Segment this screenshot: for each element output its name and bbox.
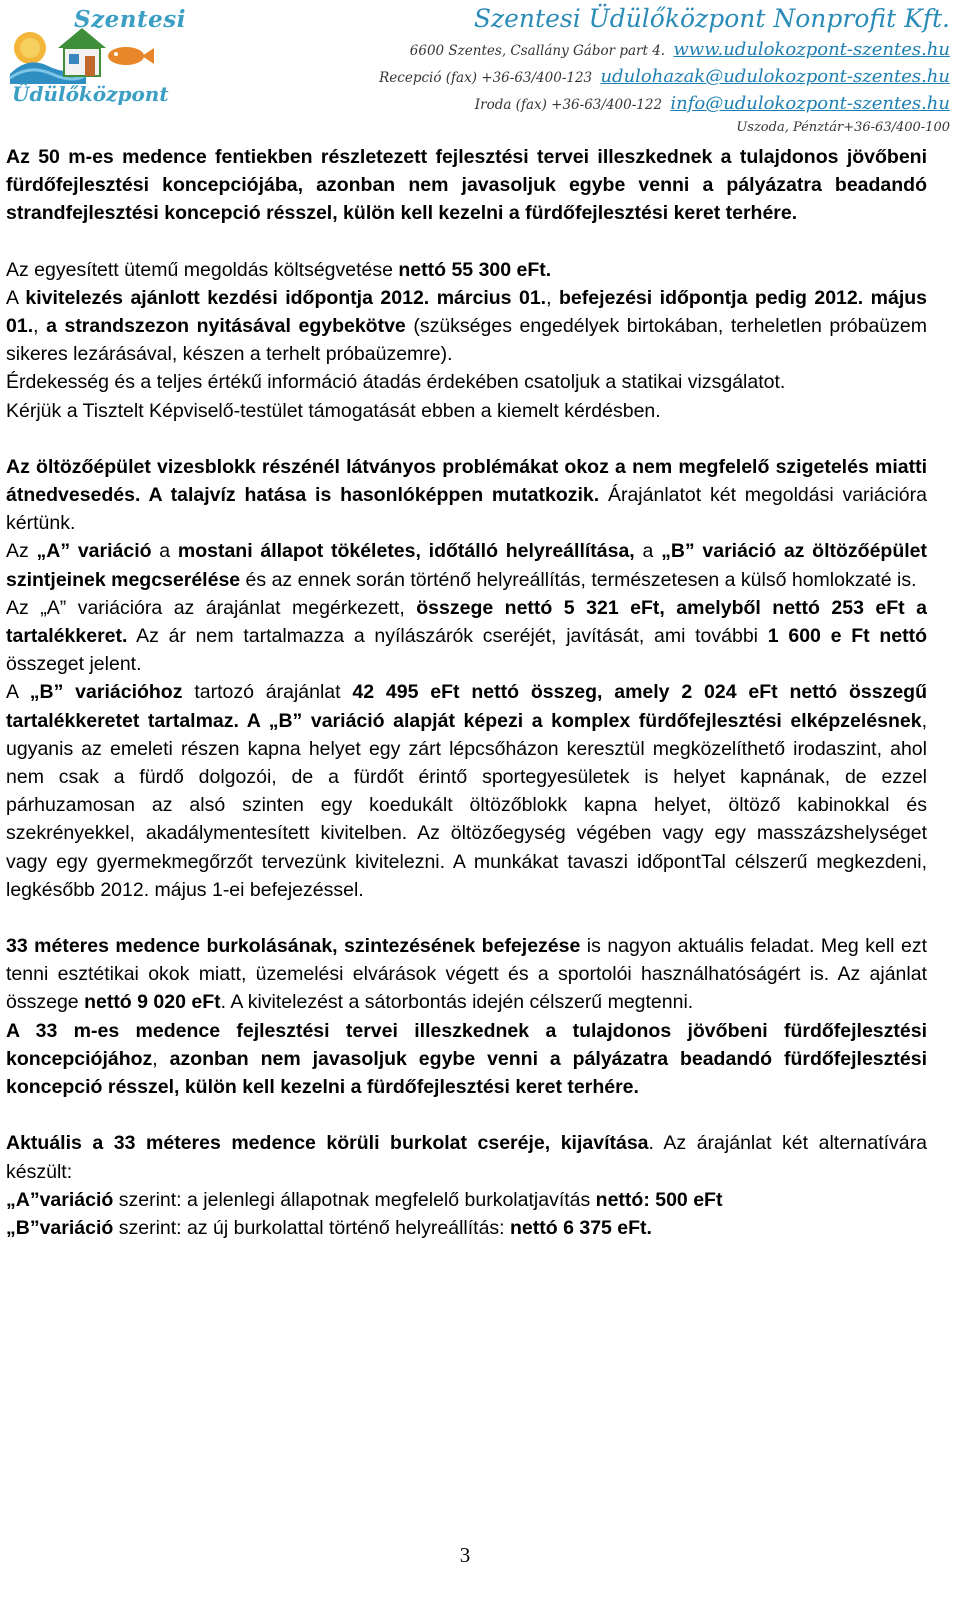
reception-phone: Recepció (fax) +36-63/400-123 (379, 70, 593, 86)
bold-text: nettó 55 300 eFt. (398, 258, 552, 281)
website-link[interactable]: www.udulokozpont-szentes.hu (673, 39, 950, 60)
spacer (6, 904, 927, 932)
pool-phone: Uszoda, Pénztár+36-63/400-100 (736, 120, 950, 135)
list-item-variant-b (6, 1214, 927, 1242)
office-email-link[interactable]: info@udulokozpont-szentes.hu (670, 93, 950, 114)
spacer (6, 425, 927, 453)
logo-text-top: Szentesi (74, 6, 186, 33)
address: 6600 Szentes, Csallány Gábor part 4. (409, 43, 666, 59)
text: . A kivitelezést a sátorbontás idején célszerű megtenni. (220, 991, 694, 1014)
text: Az (6, 540, 37, 563)
text: . Az árajánlat két alternatívára készült: (6, 1132, 927, 1183)
text: Árajánlatot két megoldási variációra kértünk. (6, 484, 927, 535)
letterhead (0, 0, 960, 142)
paragraph-budget (6, 256, 927, 284)
paragraph-33m-pool-plans (6, 1017, 927, 1102)
text: Az „A” variációra az árajánlat megérkezett, (6, 596, 417, 619)
company-contact-block (379, 2, 950, 139)
text: és az ennek során történő helyreállítás, természetesen a külső homlokzaté is. (240, 568, 917, 591)
logo-text-bottom: Üdülőközpont (12, 82, 169, 106)
bold-text: „B” variációhoz (29, 681, 183, 704)
bold-text: nettó 9 020 eFt (84, 991, 221, 1014)
company-name: Szentesi Üdülőközpont Nonprofit Kft. (473, 4, 950, 33)
list-item-variant-a (6, 1186, 927, 1214)
bold-text: nettó 6 375 eFt. (510, 1216, 652, 1239)
text: , (546, 286, 559, 309)
bold-text: 42 495 eFt nettó összeg, amely 2 024 eFt nettó összegű tartalékkeretet tartalmaz. A „B” variáció alapját képezi a komplex fürdőfejlesztési elképzelésnek (6, 681, 927, 732)
address-line (379, 36, 950, 63)
reception-line (379, 63, 950, 90)
text: összeget jelent. (6, 653, 142, 676)
document-body (6, 143, 927, 1242)
bold-text: 33 méteres medence burkolásának, szintezésének befejezése (6, 935, 581, 958)
text: A (6, 286, 26, 309)
bold-text: „B”variáció (6, 1216, 114, 1239)
paragraph-variants (6, 537, 927, 593)
bold-text: kivitelezés ajánlott kezdési időpontja 2012. március 01. (25, 286, 547, 309)
text: is nagyon aktuális feladat. Meg kell ezt tenni esztétikai okok miatt, üzemelési elvárások végett és a sportolói használhatóságért is. Az ajánlat összege (6, 935, 927, 1014)
bold-text: „A”variáció (6, 1188, 114, 1211)
text: szerint: az új burkolattal történő helyreállítás: (113, 1216, 511, 1239)
paragraph-pool-surround (6, 1129, 927, 1185)
bold-text: „A” variáció (36, 540, 152, 563)
bold-text: Aktuális a 33 méteres medence körüli burkolat cseréje, kijavítása (6, 1132, 649, 1155)
bold-text: A 33 m-es medence fejlesztési tervei illeszkednek a tulajdonos jövőbeni fürdőfejlesztési koncepciójához (6, 1019, 927, 1070)
pool-line (379, 117, 950, 139)
bold-text: a strandszezon nyitásával egybekötve (46, 315, 406, 338)
page-number: 3 (459, 1543, 471, 1567)
text: A (6, 681, 30, 704)
paragraph-variant-a-offer (6, 594, 927, 679)
paragraph-static-study: Érdekesség és a teljes értékű információ átadás érdekében csatoljuk a statikai vizsgálatot. (6, 371, 786, 394)
text: , (33, 315, 47, 338)
text: (szükséges engedélyek birtokában, terheletlen próbaüzem sikeres lezárásával, készen a terhelt próbaüzemre). (6, 315, 927, 366)
bold-text: 1 600 e Ft nettó (767, 625, 927, 648)
reception-email-link[interactable]: udulohazak@udulokozpont-szentes.hu (600, 66, 950, 87)
spacer (6, 1101, 927, 1129)
paragraph-support-request: Kérjük a Tisztelt Képviselő-testület támogatását ebben a kiemelt kérdésben. (6, 399, 661, 422)
paragraph-33m-pool-tiling (6, 932, 927, 1017)
bold-text: Az öltözőépület vizesblokk részénél látványos problémákat okoz a nem megfelelő szigetelés miatti átnedvesedés. A talajvíz hatása is hasonlóképpen mutatkozik. (6, 455, 927, 507)
bold-text: befejezési időpontja pedig 2012. május 01. (6, 286, 927, 338)
bold-text: „B” variáció az öltözőépület szintjeinek megcserélése (6, 540, 927, 591)
bold-text: összege nettó 5 321 eFt, amelyből nettó 253 eFt a tartalékkeret. (6, 596, 927, 648)
paragraph-schedule (6, 284, 927, 369)
paragraph-variant-b-offer (6, 678, 927, 904)
bold-text: Az 50 m-es medence fentiekben részletezett fejlesztési tervei illeszkednek a tulajdonos jövőbeni fürdőfejlesztési koncepciójába, azonban nem javasoljuk egybe venni a pályázatra beadandó strandfejlesztési koncepció résszel, külön kell kezelni a fürdőfejlesztési keret terhére. (6, 146, 927, 225)
office-line (379, 90, 950, 117)
bold-text: nettó: 500 eFt (595, 1188, 723, 1211)
bold-text: mostani állapot tökéletes, időtálló helyreállítása, (177, 540, 635, 563)
text: szerint: a jelenlegi állapotnak megfelelő burkolatjavítás (113, 1188, 596, 1211)
text: Az egyesített ütemű megoldás költségvetése (6, 258, 399, 281)
paragraph-50m-pool (6, 143, 927, 228)
text: a (634, 540, 662, 563)
text: a (151, 540, 178, 563)
text: , ugyanis az emeleti részen kapna helyet egy zárt lépcsőházon keresztül megközelíthető irodaszint, ahol nem csak a fürdő dolgozói, de a fürdőt érintő sportegyesületek is helyet kapnának, de ezzel párhuzamosan az alsó szinten egy koedukált öltözőblokk kapna helyet, öltöző kabinokkal és szekrényekkel, akadálymentesített kivitelben. Az öltözőegység végében vagy egy masszázshelységet vagy egy gyermekmegőrzőt tervezünk kivitelezni. A munkákat tavaszi időpontTal célszerű megkezdeni, legkésőbb 2012. május 1-ei befejezéssel. (6, 709, 927, 901)
text: , (152, 1047, 170, 1070)
text: tartozó árajánlat (182, 681, 353, 704)
office-phone: Iroda (fax) +36-63/400-122 (474, 97, 663, 113)
text: Az ár nem tartalmazza a nyílászárók cseréjét, javítását, ami további (127, 625, 768, 648)
bold-text: azonban nem javasoljuk egybe venni a pályázatra beadandó fürdőfejlesztési koncepció résszel, külön kell kezelni a fürdőfejlesztési keret terhére. (6, 1047, 927, 1099)
paragraph-locker-room (6, 453, 927, 538)
logo (8, 4, 186, 116)
spacer (6, 228, 927, 256)
